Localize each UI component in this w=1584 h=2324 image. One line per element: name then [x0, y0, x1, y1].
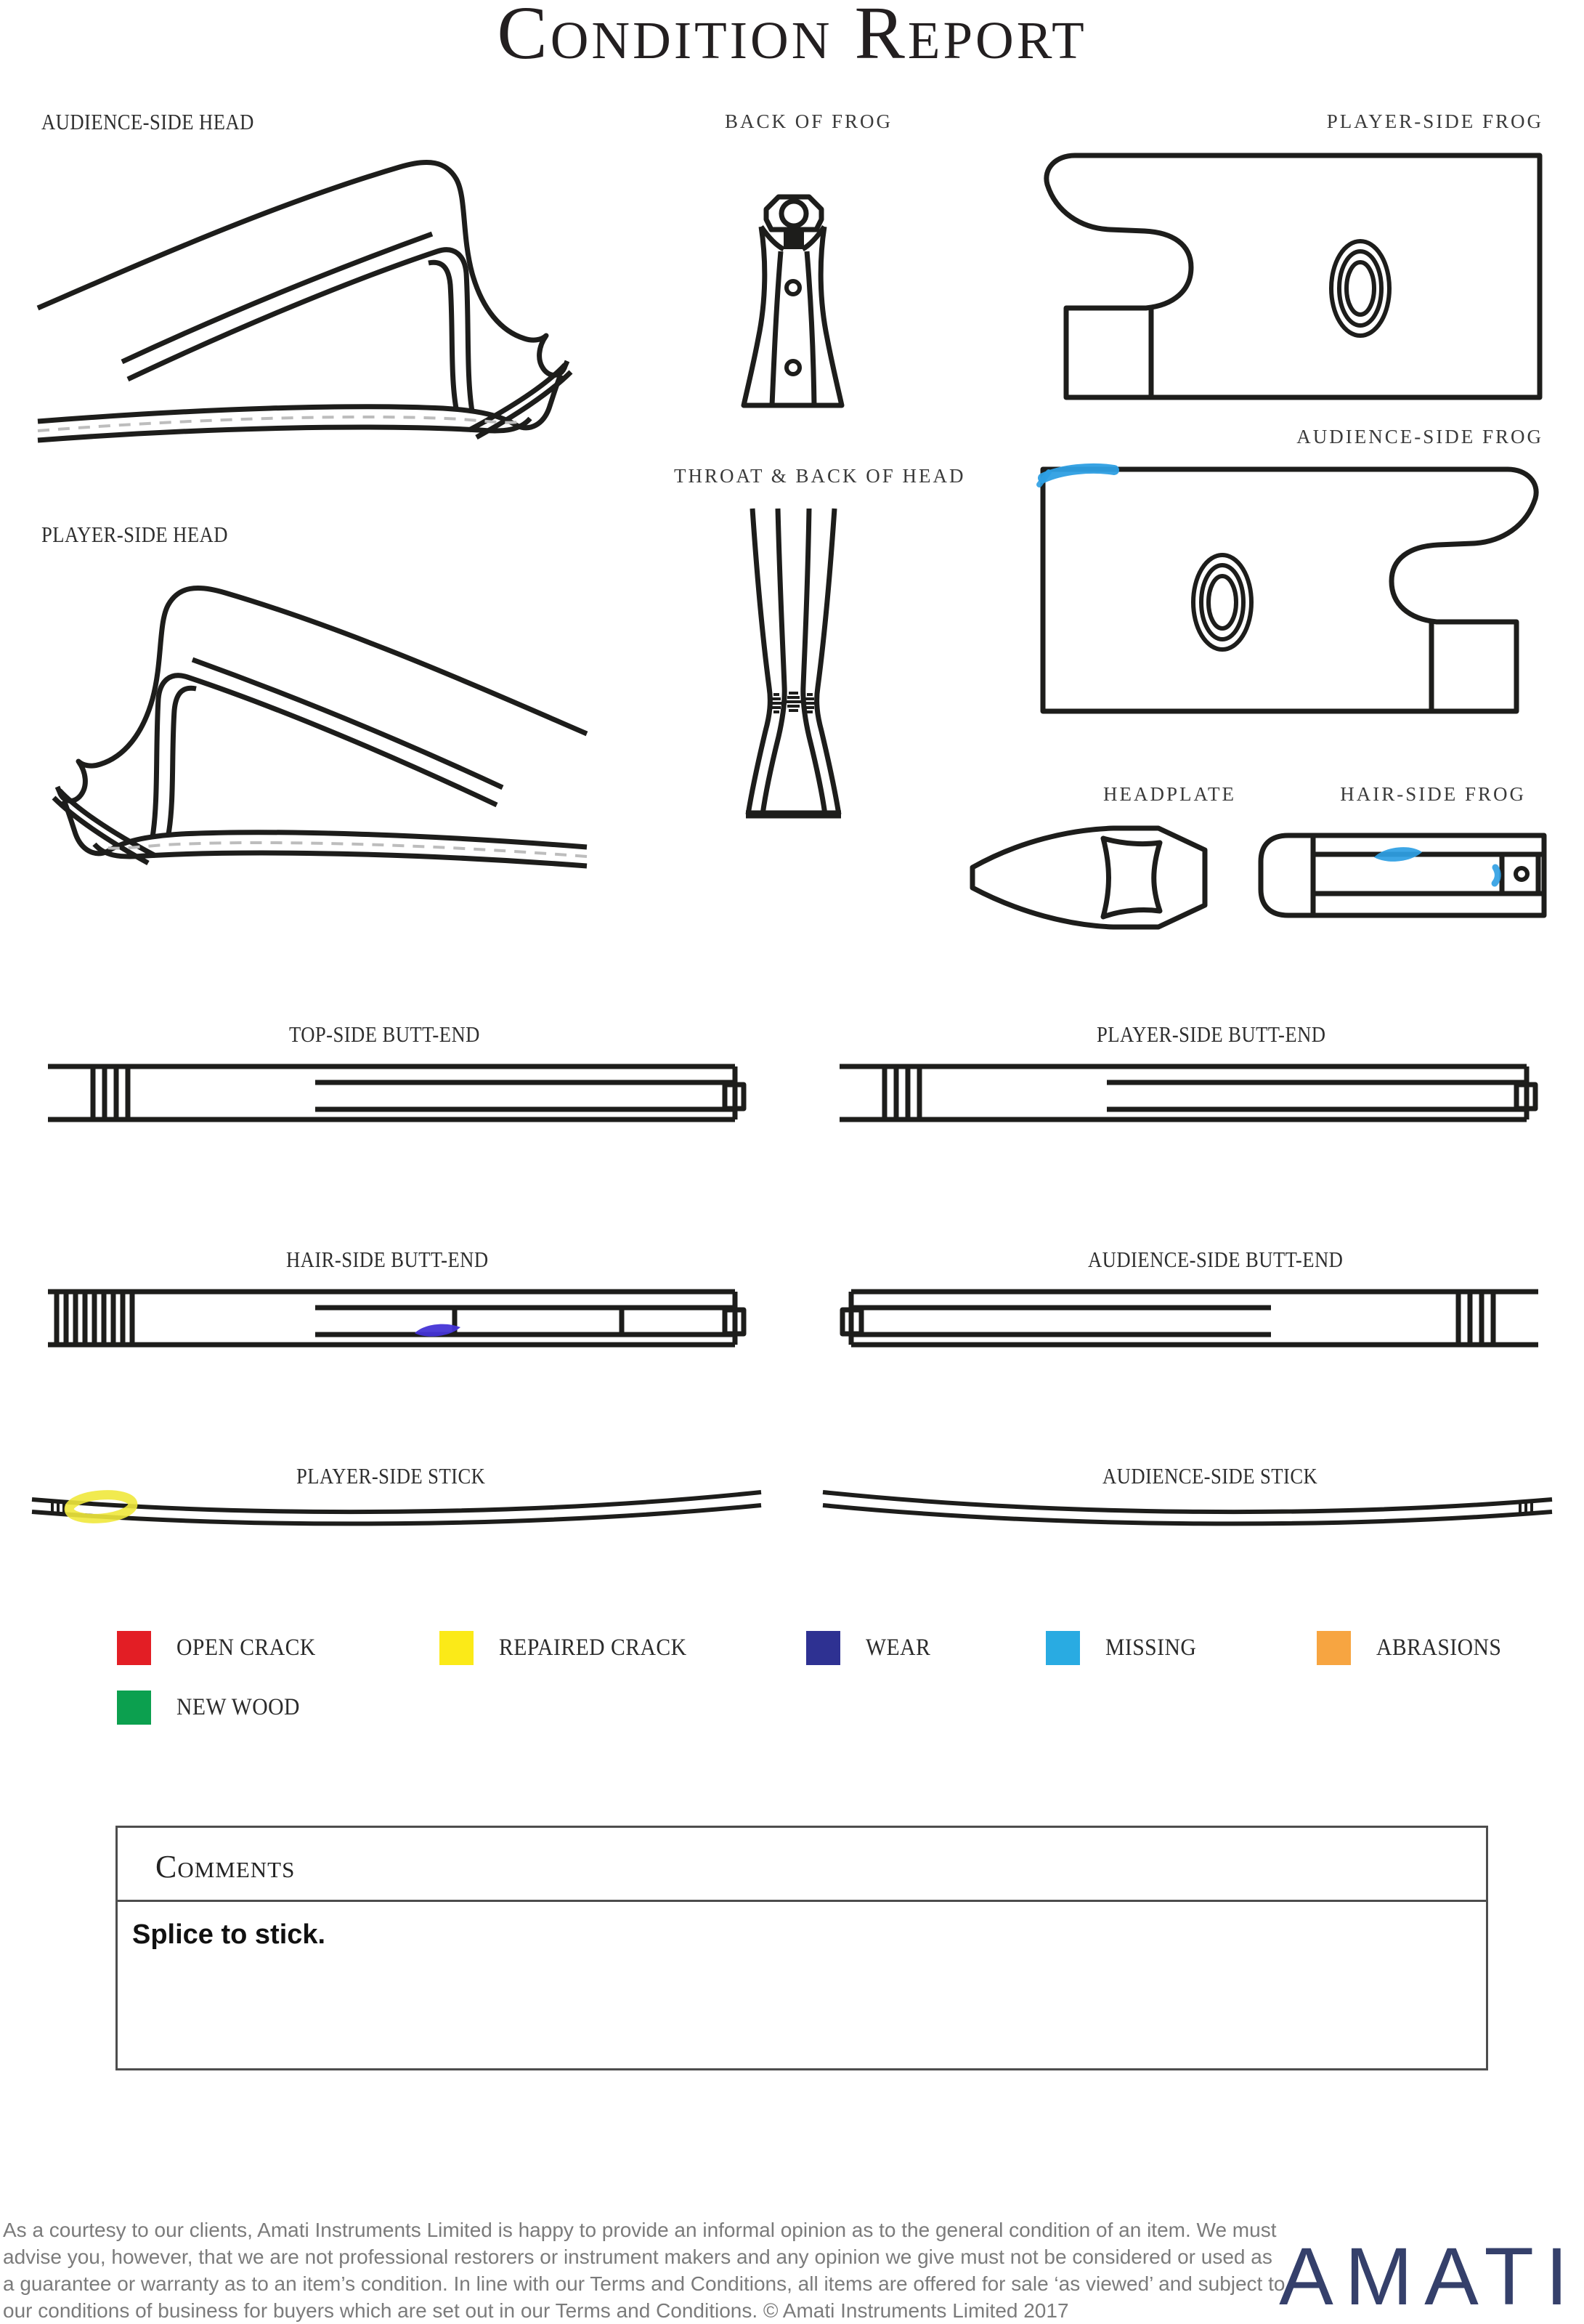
missing-mark: [1043, 469, 1114, 478]
top-side-butt-end-drawing: [48, 1062, 747, 1124]
legend-label-abrasions: ABRASIONS: [1376, 1635, 1502, 1661]
label-throat-back-of-head: THROAT & BACK OF HEAD: [674, 465, 966, 487]
audience-side-stick-drawing: [819, 1488, 1556, 1542]
frog-shaft: [784, 230, 804, 249]
player-side-head-drawing: [36, 571, 588, 876]
legend-label-open-crack: OPEN CRACK: [176, 1635, 316, 1661]
label-audience-side-head: AUDIENCE-SIDE HEAD: [41, 109, 254, 134]
legend-swatch-repaired-crack: [439, 1631, 474, 1665]
missing-mark: [1374, 847, 1422, 862]
label-audience-side-frog: AUDIENCE-SIDE FROG: [1296, 426, 1543, 448]
disclaimer-line: a guarantee or warranty as to an item’s condition. In line with our Terms and Conditions, all items are offered for sale ‘as viewed’ and subject to: [3, 2272, 1286, 2295]
audience-side-frog-drawing: [1037, 465, 1546, 716]
comments-body-text: Splice to stick.: [132, 1919, 326, 1950]
label-hair-side-frog: HAIR-SIDE FROG: [1340, 783, 1526, 805]
audience-side-butt-end-drawing: [840, 1287, 1538, 1349]
legend-label-missing: MISSING: [1105, 1635, 1197, 1661]
disclaimer-line: our conditions of business for buyers which are set out in our Terms and Conditions. © Amati Instruments Limited 2017: [3, 2299, 1069, 2322]
legend-swatch-new-wood: [117, 1691, 151, 1725]
label-audience-side-stick: AUDIENCE-SIDE STICK: [1102, 1463, 1318, 1489]
disclaimer-line: advise you, however, that we are not professional restorers or instrument makers and any opinion we give must not be considered or used as: [3, 2246, 1272, 2268]
disclaimer-line: As a courtesy to our clients, Amati Instruments Limited is happy to provide an informal opinion as to the general condition of an item. We must: [3, 2219, 1277, 2241]
legend-label-wear: WEAR: [866, 1635, 931, 1661]
legend-swatch-open-crack: [117, 1631, 151, 1665]
legend-swatch-wear: [806, 1631, 840, 1665]
label-player-side-head: PLAYER-SIDE HEAD: [41, 522, 228, 547]
comments-header: [118, 1828, 1486, 1902]
label-player-side-frog: PLAYER-SIDE FROG: [1326, 110, 1543, 132]
legend-swatch-abrasions: [1317, 1631, 1351, 1665]
legend-label-repaired-crack: REPAIRED CRACK: [499, 1635, 687, 1661]
label-player-side-butt-end: PLAYER-SIDE BUTT-END: [1097, 1021, 1326, 1047]
missing-mark-small: [1495, 867, 1498, 883]
label-player-side-stick: PLAYER-SIDE STICK: [296, 1463, 486, 1489]
audience-side-head-drawing: [36, 145, 588, 450]
player-side-stick-drawing: [28, 1488, 765, 1542]
throat-back-of-head-drawing: [744, 507, 842, 816]
hair-side-frog-drawing: [1255, 833, 1548, 918]
label-back-of-frog: BACK OF FROG: [725, 110, 893, 132]
back-of-frog-drawing: [742, 195, 844, 407]
page-title: Condition Report: [497, 0, 1087, 75]
label-top-side-butt-end: TOP-SIDE BUTT-END: [289, 1021, 480, 1047]
legend-label-new-wood: NEW WOOD: [176, 1694, 300, 1720]
label-hair-side-butt-end: HAIR-SIDE BUTT-END: [286, 1247, 489, 1272]
amati-logo: AMATI: [1279, 2231, 1580, 2322]
player-side-butt-end-drawing: [840, 1062, 1538, 1124]
disclaimer-text: [3, 2216, 1286, 2324]
comments-title: Comments: [155, 1849, 296, 1884]
label-headplate: HEADPLATE: [1103, 783, 1236, 805]
graft-hatch-marks: [771, 693, 816, 712]
hair-side-butt-end-drawing: [48, 1287, 747, 1349]
player-side-frog-drawing: [1037, 151, 1546, 402]
label-audience-side-butt-end: AUDIENCE-SIDE BUTT-END: [1088, 1247, 1344, 1272]
legend-swatch-missing: [1046, 1631, 1080, 1665]
comments-box: [115, 1826, 1488, 2070]
headplate-drawing: [968, 822, 1208, 933]
